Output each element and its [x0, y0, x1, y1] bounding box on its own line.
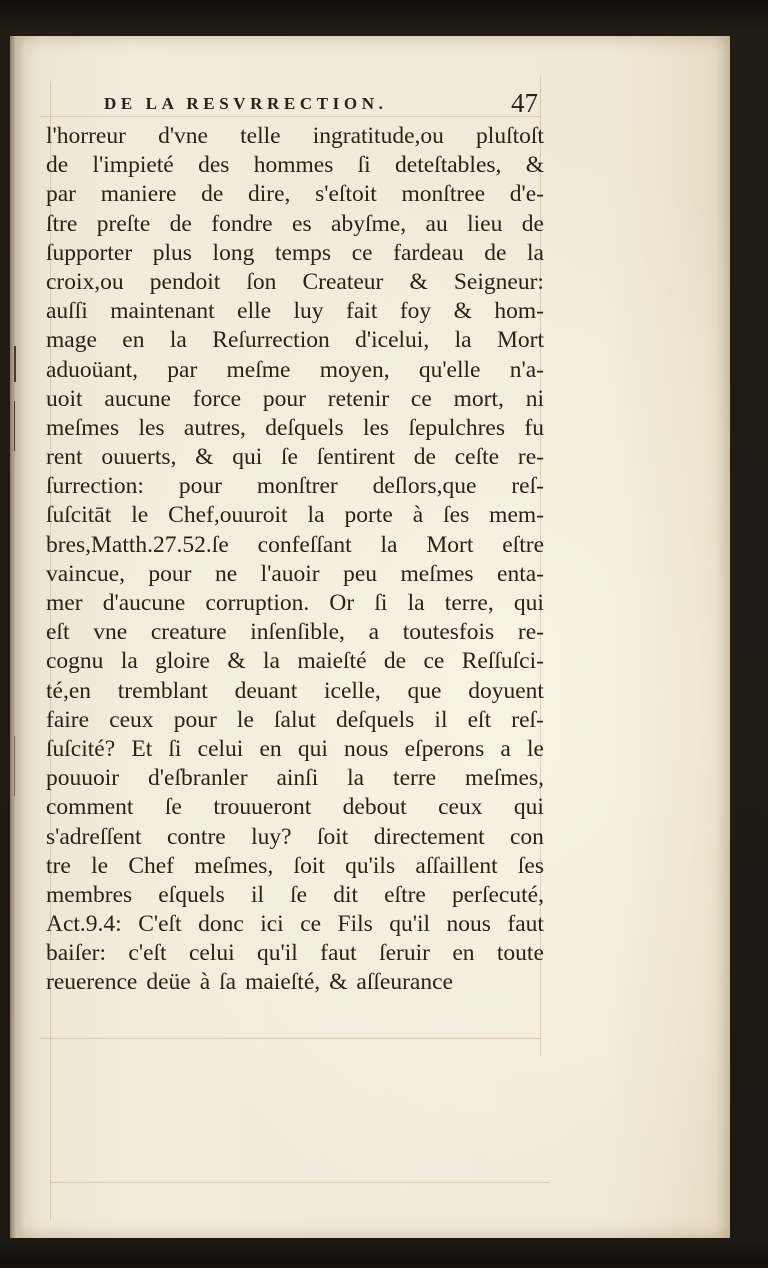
text-line [46, 793, 544, 822]
text-word: il [434, 706, 448, 733]
text-word: monſtree [401, 181, 486, 208]
text-word: re- [517, 444, 544, 471]
text-word: ſoit [316, 823, 349, 850]
text-word: ſi [357, 152, 371, 179]
text-word: fondre [211, 210, 273, 237]
text-word: le [131, 502, 149, 529]
text-line [46, 881, 544, 910]
text-word: qui [513, 794, 544, 821]
page-header [50, 86, 542, 126]
text-word: qu'il [256, 940, 298, 967]
margin-mark [14, 401, 15, 451]
text-word: pour [173, 706, 217, 733]
running-head: DE LA RESVRRECTION. [104, 94, 388, 113]
text-word: de [484, 239, 507, 266]
text-word: pour [148, 560, 192, 587]
text-word: eſtre [384, 881, 426, 908]
text-word: qui [297, 735, 328, 762]
text-word: abyſme, [331, 210, 407, 237]
text-word: mage [46, 327, 97, 354]
text-word: nous [344, 735, 389, 762]
text-word: de [201, 181, 224, 208]
page-number: 47 [511, 88, 538, 118]
text-word: eſtre [502, 531, 544, 558]
text-word: l'horreur [46, 123, 126, 149]
text-word: la [120, 648, 138, 675]
text-word: trouueront [213, 794, 312, 821]
text-word: long [212, 239, 255, 266]
text-line [46, 122, 544, 151]
text-line [46, 501, 544, 530]
text-word: à [199, 969, 211, 996]
text-word: lieu [467, 210, 503, 237]
text-word: la [169, 327, 187, 354]
text-word: eſt [467, 706, 492, 733]
text-word: terre [393, 765, 437, 792]
text-word: Reſurrection [212, 327, 330, 354]
text-word: & [329, 969, 348, 996]
text-word: fardeau [393, 239, 464, 266]
text-word: ſalut [274, 706, 316, 733]
text-word: Createur [302, 268, 384, 295]
text-line [46, 180, 544, 209]
text-word: Act.9.4: [46, 911, 122, 938]
text-word: l'impieté [92, 152, 174, 179]
text-word: perſecuté, [451, 881, 544, 908]
text-word: s'adreſſent [46, 823, 142, 850]
text-word: debout [342, 794, 407, 821]
text-word: eſt [46, 619, 70, 646]
text-word: nous [446, 911, 491, 938]
text-word: d'vne [158, 123, 208, 149]
text-word: en [122, 327, 145, 354]
text-word: aſſaillent [415, 852, 498, 879]
text-line [46, 268, 544, 297]
text-word: meſmes, [465, 765, 544, 792]
text-word: peu [343, 560, 378, 587]
text-word: mer [46, 590, 83, 616]
text-word: la [263, 648, 280, 675]
text-line [46, 297, 544, 326]
text-word: les [362, 414, 390, 441]
text-word: d'e- [509, 181, 544, 208]
text-word: Reſſuſci- [461, 648, 544, 675]
text-word: toutesfois [402, 619, 495, 646]
text-word: dit [333, 881, 358, 908]
text-word: l'auoir [260, 560, 320, 587]
text-word: deüe [146, 969, 191, 996]
text-word: donc [198, 911, 244, 938]
text-word: vne [93, 619, 128, 646]
text-word: Seigneur: [453, 268, 544, 295]
text-word: autres, [183, 414, 246, 441]
text-word: ſuſcitāt [46, 502, 112, 529]
text-word: gloire [155, 648, 210, 675]
text-word: re- [517, 619, 544, 646]
text-line [46, 968, 544, 997]
text-word: meſmes [46, 414, 120, 441]
text-word: ſeruir [379, 940, 430, 967]
text-word: les [138, 414, 165, 441]
text-line [46, 531, 544, 560]
text-word: luy [293, 298, 324, 325]
text-word: reuerence [46, 969, 138, 996]
text-word: ſtre [46, 210, 78, 237]
text-word: force [192, 385, 242, 412]
text-line [46, 151, 544, 180]
text-line [46, 823, 544, 852]
text-line [46, 764, 544, 793]
text-word: ceux [438, 794, 483, 821]
text-word: enta- [497, 560, 544, 587]
text-word: c'eſt [128, 940, 167, 967]
text-line [46, 910, 544, 939]
text-word: ouuerts, [101, 444, 177, 471]
text-word: en [452, 940, 475, 967]
text-word: moyen, [319, 356, 390, 383]
text-word: qu'ils [345, 852, 396, 879]
text-word: la [454, 327, 472, 354]
text-word: eſquels [158, 881, 225, 908]
text-word: à [412, 502, 424, 529]
text-word: & [195, 444, 214, 471]
text-word: ſoit [293, 852, 325, 879]
text-word: Or [329, 590, 355, 616]
text-word: luy? [251, 823, 292, 850]
text-word: ceſte [454, 444, 500, 471]
text-word: n'a- [509, 356, 544, 383]
ruled-line [40, 1038, 540, 1039]
text-word: ceux [109, 706, 154, 733]
text-word: & [453, 298, 472, 325]
text-word: a [368, 619, 380, 646]
text-word: a [500, 735, 511, 762]
text-word: deuant [234, 677, 298, 704]
text-line [46, 852, 544, 881]
text-word: la [407, 590, 425, 616]
text-line [46, 414, 544, 443]
text-word: pendoit [149, 268, 221, 295]
text-word: la [380, 531, 398, 558]
text-word: deſquels [335, 706, 415, 733]
text-line [46, 560, 544, 589]
text-word: maniere [100, 181, 177, 208]
text-word: ſupporter [46, 239, 133, 266]
text-line [46, 385, 544, 414]
text-word: hommes [253, 152, 334, 179]
text-word: ſurrection: [46, 473, 144, 500]
text-word: baiſer: [46, 940, 107, 967]
text-word: Et [131, 735, 153, 762]
text-word: rent [46, 444, 83, 471]
text-word: Mort [496, 327, 544, 354]
text-word: corruption. [205, 590, 310, 616]
text-line [46, 239, 544, 268]
text-word: pouuoir [46, 765, 120, 792]
text-word: qu'elle [418, 356, 481, 383]
text-word: ce [351, 239, 373, 266]
text-word: qui [513, 590, 544, 616]
text-word: au [425, 210, 448, 237]
text-word: icelle, [324, 677, 381, 704]
text-word: ſes [517, 852, 544, 879]
text-word: il [250, 881, 264, 908]
text-word: inſenſible, [250, 619, 345, 646]
text-line [46, 443, 544, 472]
text-word: pour [178, 473, 222, 500]
text-word: ſentirent [316, 444, 396, 471]
text-word: uoit [46, 385, 83, 412]
text-word: tre [46, 852, 71, 879]
text-word: aucune [104, 385, 171, 412]
text-word: eſperons [404, 735, 485, 762]
text-word: tremblant [117, 677, 208, 704]
text-word: comment [46, 794, 134, 821]
text-word: ce [410, 385, 432, 412]
text-word: ſe [164, 794, 182, 821]
text-word: porte [344, 502, 393, 529]
text-word: aduoüant, [46, 356, 139, 383]
text-word: ſa [219, 969, 237, 996]
text-word: reſ- [511, 706, 544, 733]
text-word: deſquels [265, 414, 344, 441]
text-word: deteſtables, [395, 152, 502, 179]
ruled-line [50, 1182, 550, 1183]
text-word: temps [274, 239, 332, 266]
text-word: membres [46, 881, 133, 908]
text-line [46, 735, 544, 764]
text-word: pluſtoſt [476, 123, 544, 149]
text-word: ici [260, 911, 284, 938]
text-word: contre [166, 823, 226, 850]
text-word: dire, [248, 181, 291, 208]
text-word: s'eſtoit [315, 181, 377, 208]
text-word: croix,ou [46, 268, 124, 295]
text-word: plus [152, 239, 192, 266]
text-word: par [46, 181, 77, 208]
text-word: celui [188, 940, 235, 967]
text-line [46, 589, 544, 618]
text-word: bres,Matth.27.52.ſe [46, 531, 229, 558]
text-word: Fils [337, 911, 373, 938]
text-word: celui [197, 735, 244, 762]
text-word: de [46, 152, 69, 179]
text-word: creature [150, 619, 227, 646]
text-word: aſſeurance [356, 969, 453, 996]
text-word: ingratitude,ou [312, 123, 444, 149]
text-word: la [347, 765, 365, 792]
text-word: es [292, 210, 312, 237]
text-word: Chef,ouuroit [168, 502, 288, 529]
text-word: & [525, 152, 544, 179]
text-word: elle [237, 298, 272, 325]
text-word: la [527, 239, 544, 266]
text-word: vaincue, [46, 560, 125, 587]
text-word: de [521, 210, 544, 237]
text-word: mem- [489, 502, 544, 529]
text-line [46, 618, 544, 647]
text-word: hom- [494, 298, 544, 325]
text-word: té,en [46, 677, 92, 704]
text-word: terre, [444, 590, 494, 616]
text-word: fu [524, 414, 544, 441]
text-word: le [91, 852, 109, 879]
text-word: mort, [453, 385, 504, 412]
text-word: le [527, 735, 544, 762]
text-word: preſte [96, 210, 151, 237]
text-word: que [407, 677, 442, 704]
text-word: telle [240, 123, 281, 149]
text-word: faire [46, 706, 90, 733]
text-line [46, 706, 544, 735]
text-word: ni [525, 385, 544, 412]
text-word: ſe [280, 444, 298, 471]
text-word: ſes [443, 502, 470, 529]
margin-mark [14, 736, 15, 796]
text-word: faut [320, 940, 357, 967]
text-word: maintenant [110, 298, 215, 325]
text-word: auſſi [46, 298, 88, 325]
text-word: con [510, 823, 544, 850]
text-line [46, 677, 544, 706]
body-text [46, 122, 544, 998]
text-word: directement [373, 823, 485, 850]
text-word: ce [423, 648, 445, 675]
text-word: ainſi [276, 765, 319, 792]
text-word: faut [507, 911, 544, 938]
text-line [46, 472, 544, 501]
book-page [10, 36, 730, 1238]
text-word: maieſté [297, 648, 367, 675]
text-word: monſtrer [256, 473, 338, 500]
text-word: meſmes [400, 560, 474, 587]
text-line [46, 939, 544, 968]
text-word: la [307, 502, 325, 529]
text-word: ſepulchres [408, 414, 506, 441]
text-word: des [198, 152, 230, 179]
text-word: ſi [374, 590, 388, 616]
text-word: ſuſcité? [46, 735, 116, 762]
text-word: cognu [46, 648, 104, 675]
text-word: confeſſant [257, 531, 352, 558]
text-word: doyuent [468, 677, 544, 704]
text-word: d'eſbranler [148, 765, 248, 792]
text-word: pour [262, 385, 306, 412]
text-word: fait [346, 298, 378, 325]
text-line [46, 210, 544, 239]
text-word: ne [214, 560, 238, 587]
text-word: de [413, 444, 436, 471]
margin-mark [14, 346, 16, 382]
text-word: Chef [128, 852, 175, 879]
text-word: de [383, 648, 407, 675]
text-line [46, 326, 544, 355]
text-word: C'eſt [138, 911, 182, 938]
text-word: de [169, 210, 192, 237]
page-gutter-shadow [10, 36, 24, 1238]
text-word: ſon [246, 268, 277, 295]
text-word: qu'il [389, 911, 431, 938]
text-word: qui [232, 444, 263, 471]
text-word: en [259, 735, 282, 762]
text-word: reſ- [511, 473, 544, 500]
text-word: d'icelui, [355, 327, 430, 354]
text-word: d'aucune [102, 590, 186, 616]
text-word: retenir [327, 385, 390, 412]
text-word: ce [300, 911, 322, 938]
text-word: le [236, 706, 254, 733]
text-word: meſme [226, 356, 291, 383]
text-line [46, 356, 544, 385]
text-word: Mort [426, 531, 474, 558]
text-word: & [227, 648, 246, 675]
text-word: par [167, 356, 198, 383]
text-word: meſmes, [194, 852, 274, 879]
text-word: toute [496, 940, 544, 967]
text-word: & [409, 268, 428, 295]
text-word: deſlors,que [372, 473, 477, 500]
text-word: maieſté, [245, 969, 321, 996]
text-word: foy [399, 298, 432, 325]
text-word: ſe [290, 881, 308, 908]
text-line [46, 647, 544, 676]
text-word: ſi [168, 735, 182, 762]
